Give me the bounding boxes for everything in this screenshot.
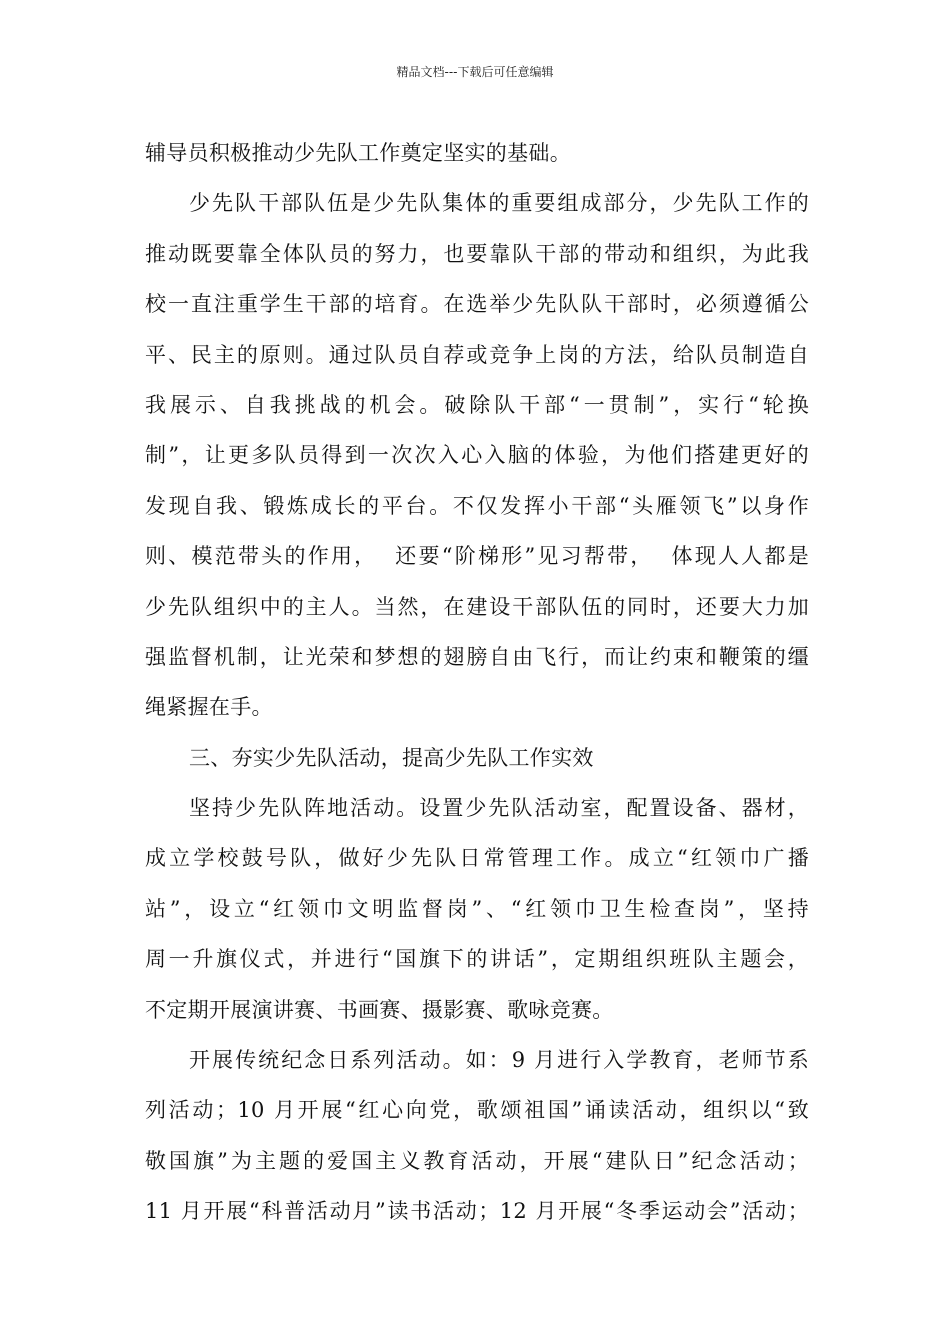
paragraph-line: 推动既要靠全体队员的努力，也要靠队干部的带动和组织，为此我 [145,241,809,266]
section-heading: 三、夯实少先队活动，提高少先队工作实效 [189,745,594,770]
paragraph-line: 平、民主的原则。通过队员自荐或竞争上岗的方法，给队员制造自 [145,342,809,367]
paragraph-line: 少先队干部队伍是少先队集体的重要组成部分，少先队工作的 [189,191,809,216]
page-header: 精品文档---下载后可任意编辑 [396,65,554,79]
paragraph-line: 制”，让更多队员得到一次次入心入脑的体验，为他们搭建更好的 [145,443,809,468]
paragraph-line: 辅导员积极推动少先队工作奠定坚实的基础。 [145,141,571,165]
paragraph-line: 则、模范带头的作用， 还要“阶梯形”见习帮带， 体现人人都是 [145,544,809,569]
paragraph-line: 成立学校鼓号队，做好少先队日常管理工作。成立“红领巾广播 [145,846,809,871]
paragraph-line: 少先队组织中的主人。当然，在建设干部队伍的同时，还要大力加 [145,594,809,619]
paragraph-line: 坚持少先队阵地活动。设置少先队活动室，配置设备、器材， [189,796,809,821]
paragraph-line: 敬国旗”为主题的爱国主义教育活动，开展“建队日”纪念活动； [145,1148,809,1173]
paragraph-line: 开展传统纪念日系列活动。如：9 月进行入学教育，老师节系 [189,1048,809,1073]
document-body [145,128,809,1237]
paragraph-line: 11 月开展“科普活动月”读书活动；12 月开展“冬季运动会”活动； [145,1199,809,1224]
paragraph-line: 发现自我、锻炼成长的平台。不仅发挥小干部“头雁领飞”以身作 [145,493,809,518]
paragraph-line: 校一直注重学生干部的培育。在选举少先队队干部时，必须遵循公 [145,292,809,317]
paragraph-line: 周一升旗仪式，并进行“国旗下的讲话”，定期组织班队主题会， [145,947,809,972]
paragraph-line: 强监督机制，让光荣和梦想的翅膀自由飞行，而让约束和鞭策的缰 [145,644,809,669]
paragraph-line: 我展示、自我挑战的机会。破除队干部“一贯制”，实行“轮换 [145,392,809,417]
paragraph-line: 列活动；10 月开展“红心向党，歌颂祖国”诵读活动，组织以“致 [145,1098,809,1123]
paragraph-line: 不定期开展演讲赛、书画赛、摄影赛、歌咏竞赛。 [145,997,614,1022]
paragraph-line: 站”，设立“红领巾文明监督岗”、“红领巾卫生检查岗”，坚持 [145,896,809,921]
paragraph-line: 绳紧握在手。 [145,695,273,720]
